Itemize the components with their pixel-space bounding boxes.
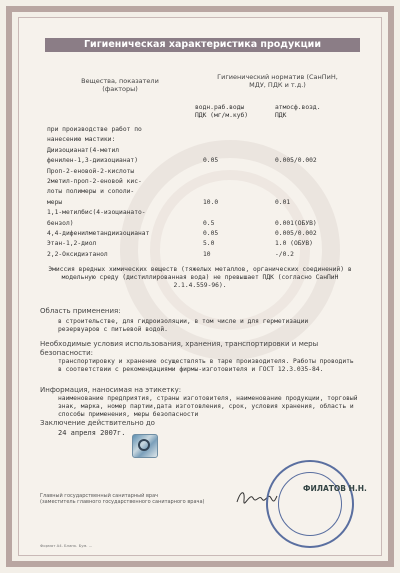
table-row <box>47 126 357 134</box>
air-pdk-value: 1.0 (ОБУВ) <box>275 240 313 248</box>
substance-name: 1,1-метилбис(4-изоцианато- <box>47 209 146 217</box>
signer-line-2: (заместитель главного государственного санитарного врача) <box>40 499 205 505</box>
official-seal-inner-ring <box>278 472 342 536</box>
conditions-text: транспортировку и хранение осуществлять в таре производителя. Работы проводить в соответствии с рекомендациями фирмы-изготовителя и ГОСТ 12.3.035-84. <box>58 358 354 373</box>
application-label: Область применения: <box>40 307 121 315</box>
table-row <box>47 240 357 248</box>
substance-name: бензол) <box>47 219 74 227</box>
table-row <box>47 220 357 228</box>
air-pdk-value: -/0.2 <box>275 250 294 258</box>
water-pdk-value: 10.0 <box>203 198 219 206</box>
validity-date: 24 апреля 2007г. <box>58 429 126 437</box>
air-pdk-value: 0.005/0.002 <box>275 157 317 165</box>
substance-name: нанесению мастики: <box>47 136 116 144</box>
air-pdk-header: атмосф.возд. ПДК <box>275 104 321 119</box>
stamp-name: ФИЛАТОВ Н.Н. <box>303 484 367 493</box>
norms-header: Гигиенический норматив (СанПиН, МДУ, ПДК и т.д.) <box>217 73 338 89</box>
table-row <box>47 199 357 207</box>
hygiene-table <box>47 126 357 266</box>
table-row <box>47 188 357 196</box>
substance-name: при производстве работ по <box>47 126 142 133</box>
substance-name: 4,4-дифенилметандиизоцианат <box>47 230 150 237</box>
air-pdk-value: 0.005/0.002 <box>275 230 317 237</box>
substance-name: Диизоцианат(4-метил <box>47 146 120 154</box>
validity-label: Заключение действительно до <box>40 419 155 427</box>
table-row <box>47 147 357 155</box>
signer-title <box>40 493 204 505</box>
water-pdk-header: водн.раб.воды ПДК (мг/м.куб) <box>195 104 249 119</box>
substance-name: меры <box>47 198 63 206</box>
table-row <box>47 168 357 176</box>
substance-name: Проп-2-еновой-2-кислоты <box>47 167 135 175</box>
table-row <box>47 178 357 186</box>
water-pdk-value: 10 <box>203 250 211 258</box>
air-pdk-value: 0.01 <box>275 198 291 206</box>
labeling-text: наименование предприятия, страны изготовителя, наименование продукции, торговый знак, марка, номер партии,дата изготовления, срок, условия хранения, область и способы применения, меры безопасности <box>58 395 358 418</box>
labeling-label: Информация, наносимая на этикетку: <box>40 386 182 394</box>
table-row <box>47 209 357 217</box>
table-row <box>47 230 357 238</box>
conditions-label: Необходимые условия использования, хранения, транспортировки и меры безопасности: <box>40 340 319 357</box>
water-pdk-value: 0.05 <box>203 157 219 165</box>
water-pdk-value: 0.5 <box>203 219 215 227</box>
water-pdk-value: 5.0 <box>203 240 215 248</box>
signer-line-1: Главный государственный санитарный врач <box>40 493 159 499</box>
substance-name: лоты полимеры и сополи- <box>47 188 135 196</box>
substance-name: 2метил-проп-2-еновой кис- <box>47 178 142 185</box>
table-row <box>47 136 357 144</box>
air-pdk-value: 0.001(ОБУВ) <box>275 219 317 227</box>
application-text: в строительстве, для гидроизоляции, в том числе и для герметизации резервуаров с питьевой водой. <box>58 318 309 333</box>
substances-header: Вещества, показатели (факторы) <box>81 77 159 93</box>
table-row <box>47 157 357 165</box>
substance-name: фенилен-1,3-диизоцианат) <box>47 157 138 165</box>
substance-name: Этан-1,2-диол <box>47 240 97 248</box>
footer-note: Формат А4. Бланк. Бум. ... <box>40 543 93 548</box>
emission-note: Эмиссия вредных химических веществ (тяжелых металлов, органических соединений) в модельную среду (дистиллированная вода) не превышает ПДК (согласно СанПиН 2.1.4.559-96). <box>48 266 352 289</box>
table-row <box>47 251 357 259</box>
document-title: Гигиеническая характеристика продукции <box>45 38 360 52</box>
water-pdk-value: 0.05 <box>203 230 219 237</box>
substance-name: 2,2-Оксидиэтанол <box>47 250 108 258</box>
hologram-icon <box>132 434 158 458</box>
